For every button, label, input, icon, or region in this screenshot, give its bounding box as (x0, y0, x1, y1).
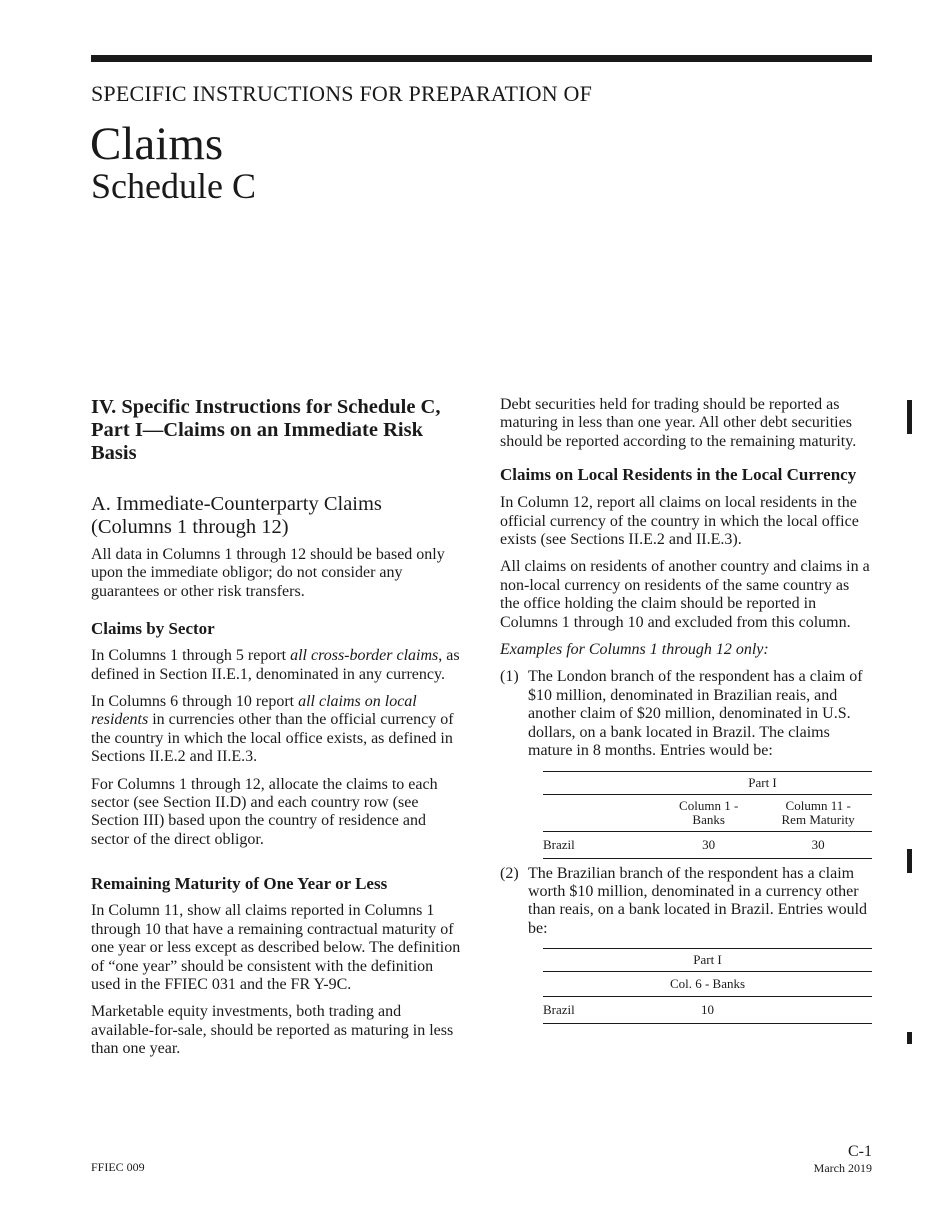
change-bar (907, 849, 912, 873)
table-column-header: Column 11 - Rem Maturity (764, 794, 872, 831)
sector-paragraph-1: In Columns 1 through 5 report all cross-border claims, as defined in Section II.E.1, denominated in any currency. (91, 647, 460, 683)
right-column (500, 396, 872, 1030)
section-heading: IV. Specific Instructions for Schedule C, Part I—Claims on an Immediate Risk Basis (91, 396, 441, 464)
sector-paragraph-3: For Columns 1 through 12, allocate the claims to each sector (see Section II.D) and each country row (see Section III) based upon the country of residence and sector of the direct obligor. (91, 775, 438, 848)
page-date: March 2019 (813, 1161, 872, 1175)
example-2-text: The Brazilian branch of the respondent has a claim worth $10 million, denominated in a currency other than reais, on a bank located in Brazil. Entries would be: (528, 864, 868, 937)
header-kicker: SPECIFIC INSTRUCTIONS FOR PREPARATION OF (91, 81, 593, 106)
table-cell: 30 (764, 831, 872, 858)
table-cell: 10 (653, 997, 872, 1024)
debt-paragraph: Debt securities held for trading should be reported as maturing in less than one year. All other debt securities should be reported according to the remaining maturity. (500, 396, 857, 450)
example-2-table (543, 948, 872, 1024)
table-part-header: Part I (653, 949, 872, 972)
table-part-header: Part I (653, 771, 872, 794)
header-rule (91, 55, 872, 62)
example-1-text: The London branch of the respondent has a claim of $10 million, denominated in Brazilian reais, and another claim of $20 million, denominated in U.S. dollars, on a bank located in Brazil. The claims mature in 8 months. Entries would be: (528, 668, 863, 760)
sector-heading: Claims by Sector (91, 619, 215, 639)
footer-page-info (814, 1143, 872, 1175)
example-1 (500, 668, 872, 760)
sector-paragraph-2: In Columns 6 through 10 report all claims on local residents in currencies other than the official currency of the country in which the local office exists, as defined in Sections II.E.2 and II.E.3. (91, 693, 454, 766)
maturity-heading: Remaining Maturity of One Year or Less (91, 874, 388, 894)
table-row-label: Brazil (543, 997, 653, 1024)
change-bar (907, 400, 912, 434)
table-row-label: Brazil (543, 831, 653, 858)
intro-paragraph: All data in Columns 1 through 12 should be based only upon the immediate obligor; do not consider any guarantees or other risk transfers. (91, 546, 445, 600)
maturity-paragraph-1: In Column 11, show all claims reported in Columns 1 through 10 that have a remaining contractual maturity of one year or less except as described below. The definition of “one year” should be consistent with the definition used in the FFIEC 031 and the FR Y-9C. (91, 902, 461, 993)
page-subtitle: Schedule C (91, 166, 256, 206)
local-currency-heading: Claims on Local Residents in the Local Currency (500, 465, 857, 485)
sub-heading: A. Immediate-Counterparty Claims (Columns 1 through 12) (91, 493, 382, 538)
example-1-number: (1) (500, 668, 519, 686)
footer-form-id: FFIEC 009 (91, 1160, 145, 1174)
example-1-table (543, 771, 872, 859)
examples-intro: Examples for Columns 1 through 12 only: (500, 641, 769, 659)
local-paragraph-2: All claims on residents of another country and claims in a non-local currency on residents of the same country as the office holding the claim should be reported in Columns 1 through 10 and excluded from this column. (500, 558, 870, 631)
example-2-number: (2) (500, 864, 519, 882)
table-cell: 30 (653, 831, 764, 858)
local-paragraph-1: In Column 12, report all claims on local residents in the official currency of the country in which the local office exists (see Sections II.E.2 and II.E.3). (500, 494, 859, 549)
table-column-header: Col. 6 - Banks (653, 972, 872, 997)
maturity-paragraph-2: Marketable equity investments, both trading and available-for-sale, should be reported as maturing in less than one year. (91, 1003, 454, 1058)
page-title: Claims (90, 118, 224, 170)
table-column-header: Column 1 - Banks (653, 794, 764, 831)
left-column (91, 396, 463, 1068)
example-2 (500, 865, 872, 939)
change-bar (907, 1032, 912, 1044)
page-number: C-1 (848, 1143, 872, 1160)
